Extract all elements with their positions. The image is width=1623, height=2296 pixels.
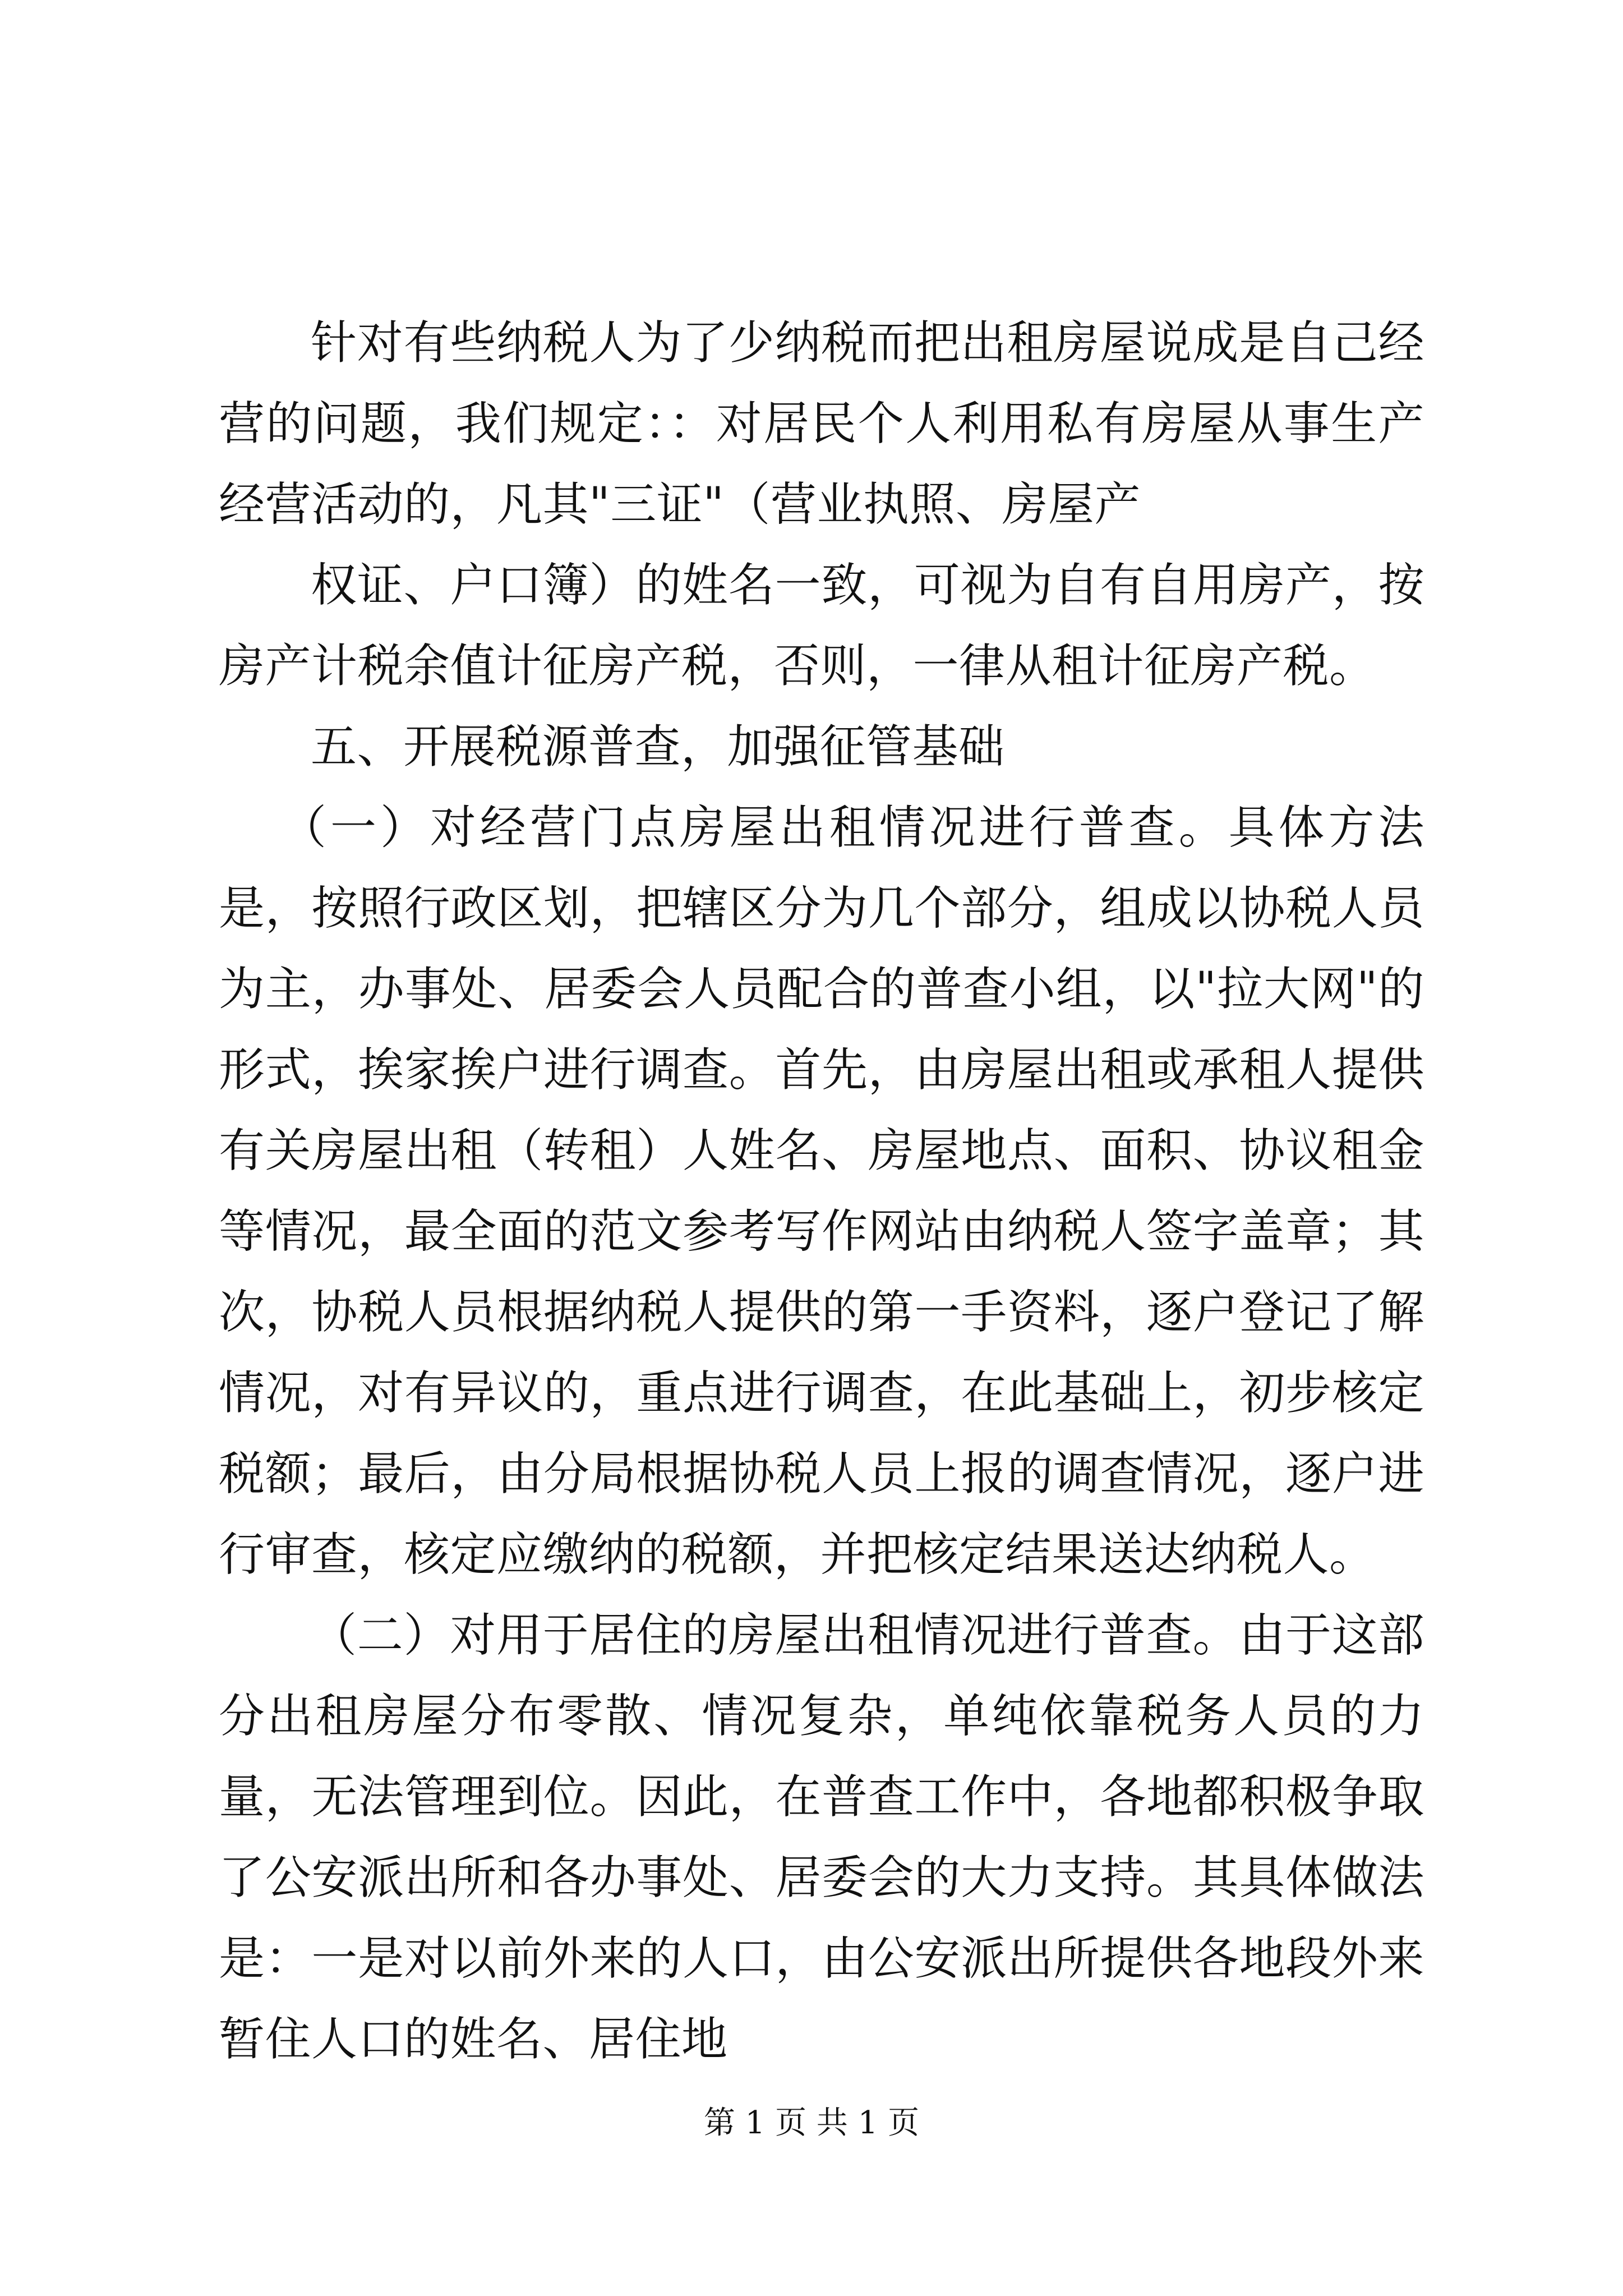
paragraph-1: 针对有些纳税人为了少纳税而把出租房屋说成是自己经营的问题，我们规定：：对居民个人利用私有房屋从事生产经营活动的，凡其"三证"（营业执照、房屋产 [219,316,1424,531]
document-body [219,303,1424,2080]
paragraph-2: 权证、户口簿）的姓名一致，可视为自有自用房产，按房产计税余值计征房产税，否则，一律从租计征房产税。 [219,559,1424,693]
paragraph-4: （二）对用于居住的房屋出租情况进行普查。由于这部分出租房屋分布零散、情况复杂，单纯依靠税务人员的力量，无法管理到位。因此，在普查工作中，各地都积极争取了公安派出所和各办事处、居委会的大力支持。其具体做法是：一是对以前外来的人口，由公安派出所提供各地段外来暂住人口的姓名、居住地 [219,1609,1424,2066]
page-footer: 第 1 页 共 1 页 [703,2105,920,2141]
section-heading: 五、开展税源普查，加强征管基础 [311,720,1005,774]
paragraph-3: （一）对经营门点房屋出租情况进行普查。具体方法是，按照行政区划，把辖区分为几个部分，组成以协税人员为主，办事处、居委会人员配合的普查小组，以"拉大网"的形式，挨家挨户进行调查。首先，由房屋出租或承租人提供有关房屋出租（转租）人姓名、房屋地点、面积、协议租金等情况，最全面的范文参考写作网站由纳税人签字盖章；其次，协税人员根据纳税人提供的第一手资料，逐户登记了解情况，对有异议的，重点进行调查，在此基础上，初步核定税额；最后，由分局根据协税人员上报的调查情况，逐户进行审查，核定应缴纳的税额，并把核定结果送达纳税人。 [219,801,1424,1581]
